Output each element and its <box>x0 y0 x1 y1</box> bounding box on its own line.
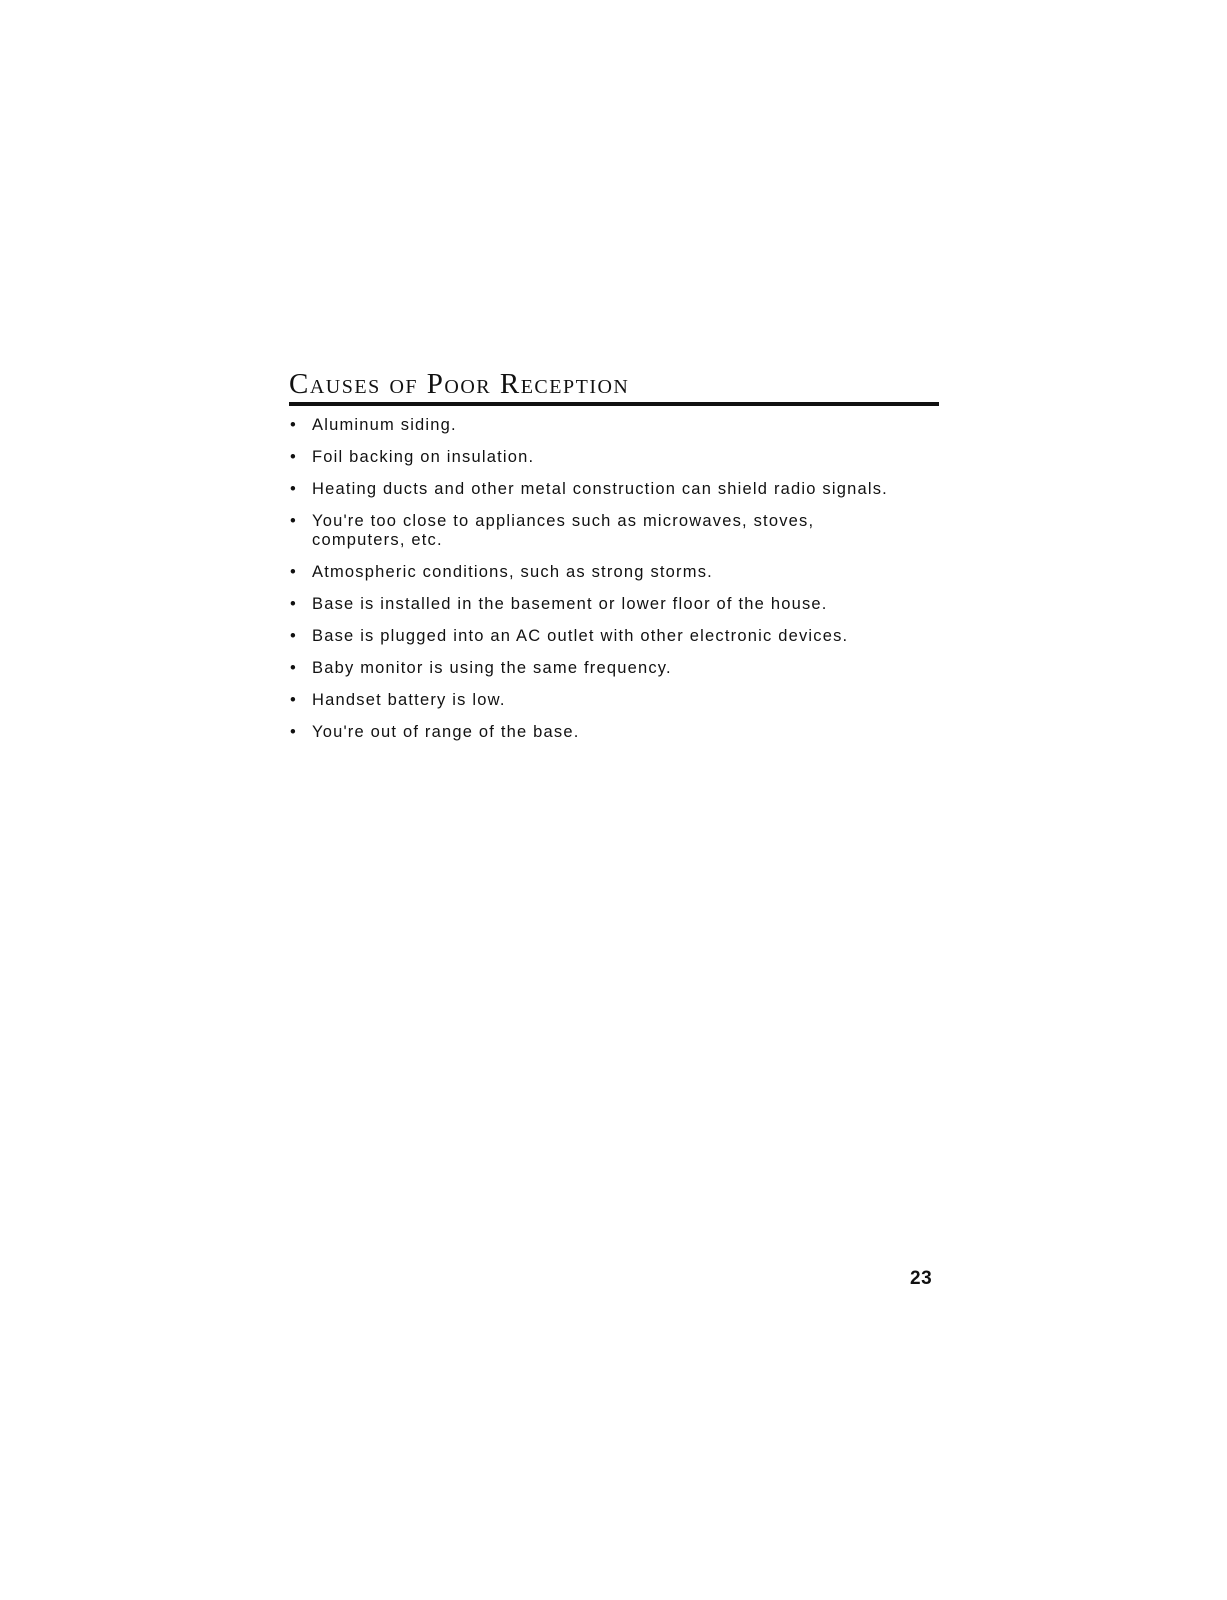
list-item-text: You're too close to appliances such as microwaves, stoves, computers, etc. <box>312 512 815 549</box>
list-item-text: Aluminum siding. <box>312 416 457 434</box>
bullet-icon: • <box>290 480 297 498</box>
bullet-icon: • <box>290 595 297 613</box>
list-item <box>289 595 939 614</box>
list-item-text: Base is plugged into an AC outlet with other electronic devices. <box>312 627 849 645</box>
bullet-icon: • <box>290 627 297 645</box>
list-item <box>289 448 939 467</box>
poor-reception-section <box>289 368 939 755</box>
list-item-text: You're out of range of the base. <box>312 723 580 741</box>
causes-list <box>289 416 939 742</box>
bullet-icon: • <box>290 659 297 677</box>
list-item <box>289 691 939 710</box>
list-item <box>289 480 939 499</box>
list-item-text: Atmospheric conditions, such as strong storms. <box>312 563 713 581</box>
list-item-text: Foil backing on insulation. <box>312 448 535 466</box>
list-item-text: Base is installed in the basement or lower floor of the house. <box>312 595 828 613</box>
list-item-text: Baby monitor is using the same frequency. <box>312 659 672 677</box>
bullet-icon: • <box>290 448 297 466</box>
list-item <box>289 416 939 435</box>
list-item-text: Handset battery is low. <box>312 691 506 709</box>
bullet-icon: • <box>290 691 297 709</box>
list-item <box>289 563 939 582</box>
bullet-icon: • <box>290 723 297 741</box>
page-number: 23 <box>910 1268 933 1289</box>
list-item-text: Heating ducts and other metal construction can shield radio signals. <box>312 480 888 498</box>
bullet-icon: • <box>290 416 297 434</box>
section-heading: Causes of Poor Reception <box>289 368 939 406</box>
list-item <box>289 512 939 550</box>
bullet-icon: • <box>290 563 297 581</box>
list-item <box>289 659 939 678</box>
bullet-icon: • <box>290 512 297 530</box>
list-item <box>289 627 939 646</box>
list-item <box>289 723 939 742</box>
